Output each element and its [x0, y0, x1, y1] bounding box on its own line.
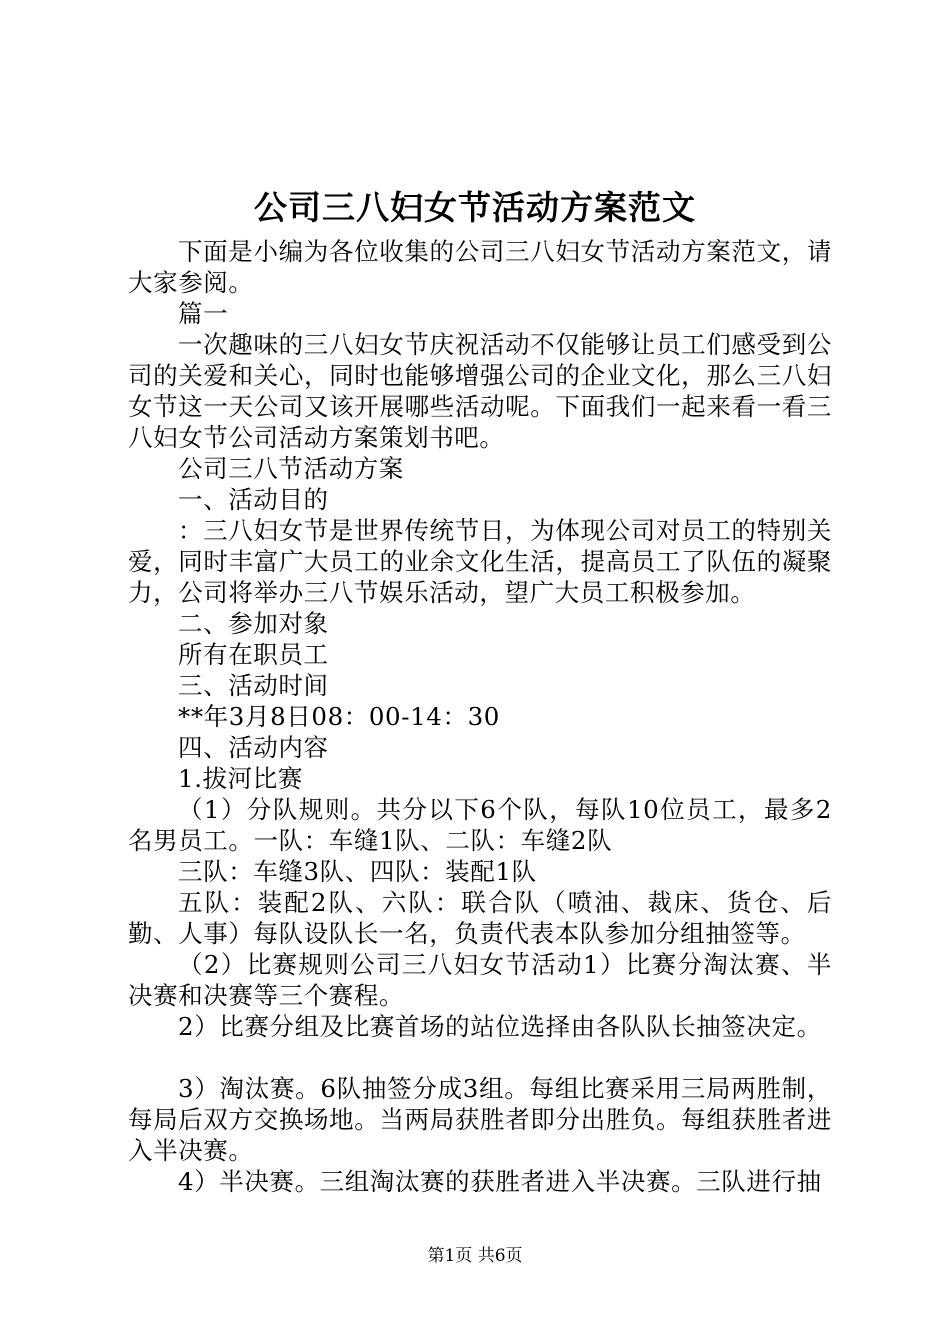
paragraph-match-rules: （2）比赛规则公司三八妇女节活动1）比赛分淘汰赛、半决赛和决赛等三个赛程。: [128, 950, 832, 1010]
document-body: [128, 236, 832, 1197]
paragraph-purpose: ：三八妇女节是世界传统节日，为体现公司对员工的特别关爱，同时丰富广大员工的业余文化生活，提高员工了队伍的凝聚力，公司将举办三八节娱乐活动，望广大员工积极参加。: [128, 516, 832, 607]
paragraph-team-rules: （1）分队规则。共分以下6个队，每队10位员工，最多2名男员工。一队：车缝1队、二队：车缝2队: [128, 795, 832, 855]
document-title: 公司三八妇女节活动方案范文: [254, 188, 696, 227]
paragraph-teams-5-6: 五队：装配2队、六队：联合队（喷油、裁床、货仓、后勤、人事）每队设队长一名，负责代表本队参加分组抽签等。: [128, 888, 832, 948]
paragraph-participants: 所有在职员工: [178, 640, 329, 669]
paragraph-section-label: 篇一: [178, 299, 229, 328]
paragraph-semifinal: 4）半决赛。三组淘汰赛的获胜者进入半决赛。三队进行抽: [178, 1167, 822, 1196]
paragraph-intro: 下面是小编为各位收集的公司三八妇女节活动方案范文，请大家参阅。: [128, 237, 832, 297]
paragraph-plan-heading: 公司三八节活动方案: [178, 454, 404, 483]
paragraph-time: **年3月8日08：00-14：30: [178, 702, 500, 731]
paragraph-heading-participants: 二、参加对象: [178, 609, 329, 638]
paragraph-heading-purpose: 一、活动目的: [178, 485, 329, 514]
paragraph-overview: 一次趣味的三八妇女节庆祝活动不仅能够让员工们感受到公司的关爱和关心，同时也能够增强公司的企业文化，那么三八妇女节这一天公司又该开展哪些活动呢。下面我们一起来看一看三八妇女节公司活动方案策划书吧。: [128, 330, 832, 452]
page-footer: 第1页 共6页: [427, 1246, 523, 1266]
paragraph-draw-rules: 2）比赛分组及比赛首场的站位选择由各队队长抽签决定。: [178, 1012, 822, 1041]
paragraph-tug-of-war: 1.拔河比赛: [178, 764, 303, 793]
paragraph-elimination: 3）淘汰赛。6队抽签分成3组。每组比赛采用三局两胜制，每局后双方交换场地。当两局获胜者即分出胜负。每组获胜者进入半决赛。: [128, 1074, 832, 1165]
paragraph-teams-3-4: 三队：车缝3队、四队：装配1队: [178, 857, 537, 886]
paragraph-heading-time: 三、活动时间: [178, 671, 329, 700]
paragraph-heading-content: 四、活动内容: [178, 733, 329, 762]
